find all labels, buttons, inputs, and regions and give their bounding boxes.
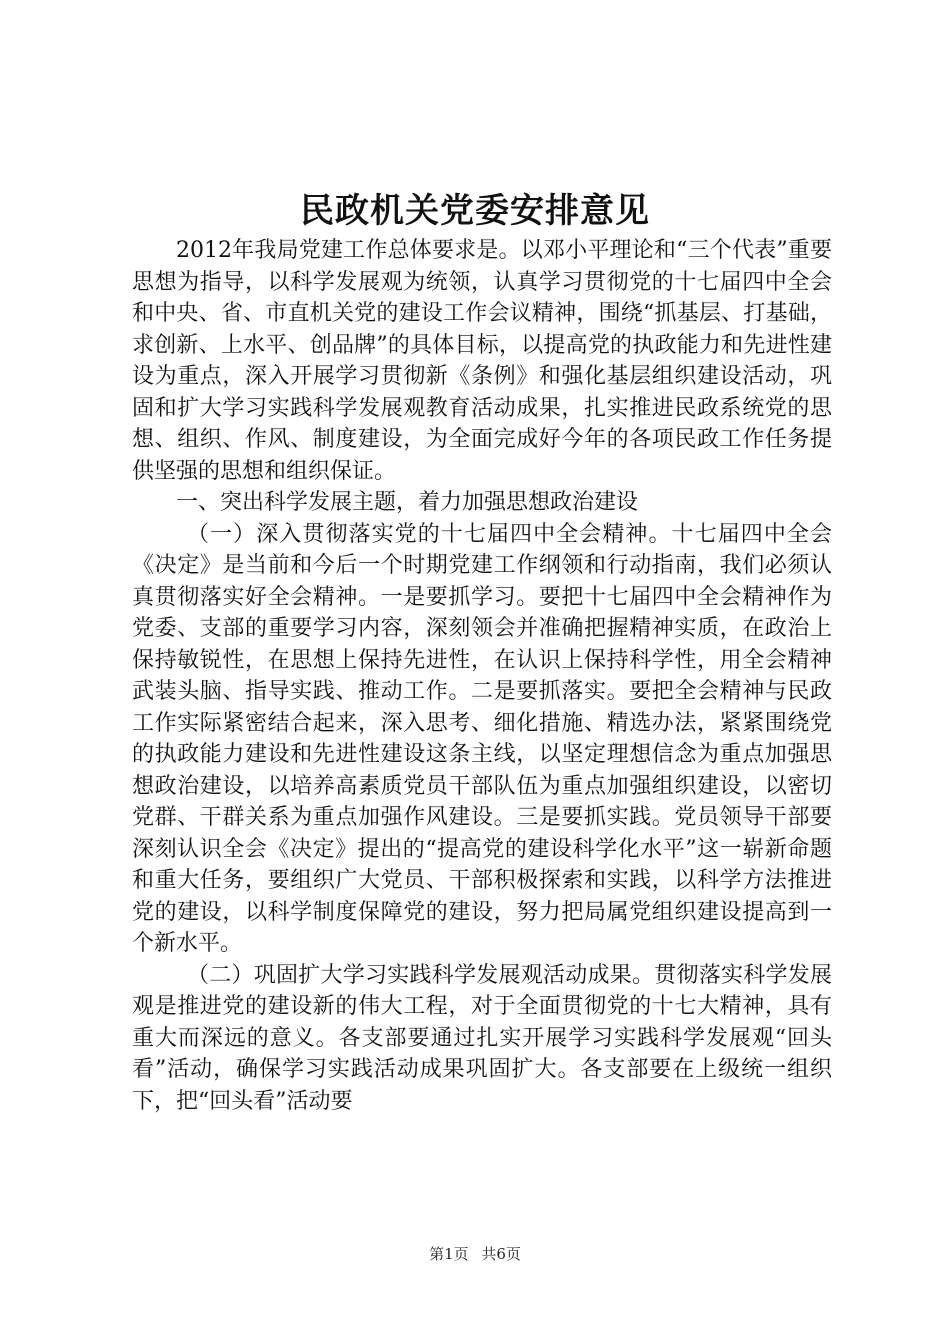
body-paragraph-subsection-1: （一）深入贯彻落实党的十七届四中全会精神。十七届四中全会《决定》是当前和今后一个时期党建工作纲领和行动指南，我们必须认真贯彻落实好全会精神。一是要抓学习。要把十七届四中全会精神作为党委、支部的重要学习内容，深刻领会并准确把握精神实质，在政治上保持敏锐性，在思想上保持先进性，在认识上保持科学性，用全会精神武装头脑、指导实践、推动工作。二是要抓落实。要把全会精神与民政工作实际紧密结合起来，深入思考、细化措施、精选办法，紧紧围绕党的执政能力建设和先进性建设这条主线，以坚定理想信念为重点加强思想政治建设，以培养高素质党员干部队伍为重点加强组织建设，以密切党群、干群关系为重点加强作风建设。三是要抓实践。党员领导干部要深刻认识全会《决定》提出的“提高党的建设科学化水平”这一崭新命题和重大任务，要组织广大党员、干部积极探索和实践，以科学方法推进党的建设，以科学制度保障党的建设，努力把局属党组织建设提高到一个新水平。	[132, 521, 832, 956]
page-number: 第1页	[429, 1245, 469, 1263]
body-paragraph-subsection-2: （二）巩固扩大学习实践科学发展观活动成果。贯彻落实科学发展观是推进党的建设新的伟大工程，对于全面贯彻党的十七大精神，具有重大而深远的意义。各支部要通过扎实开展学习实践科学发展观“回头看”活动，确保学习实践活动成果巩固扩大。各支部要在上级统一组织下，把“回头看”活动要	[132, 962, 832, 1114]
page-total: 共6页	[481, 1245, 521, 1263]
document-body	[132, 235, 832, 1117]
section-heading-1: 一、突出科学发展主题，着力加强思想政治建设	[176, 490, 639, 515]
page-footer	[0, 1243, 950, 1264]
document-title: 民政机关党委安排意见	[300, 191, 650, 231]
body-paragraph-intro: 2012年我局党建工作总体要求是。以邓小平理论和“三个代表”重要思想为指导，以科学发展观为统领，认真学习贯彻党的十七届四中全会和中央、省、市直机关党的建设工作会议精神，围绕“抓基层、打基础，求创新、上水平、创品牌”的具体目标，以提高党的执政能力和先进性建设为重点，深入开展学习贯彻新《条例》和强化基层组织建设活动，巩固和扩大学习实践科学发展观教育活动成果，扎实推进民政系统党的思想、组织、作风、制度建设，为全面完成好今年的各项民政工作任务提供坚强的思想和组织保证。	[132, 238, 832, 484]
